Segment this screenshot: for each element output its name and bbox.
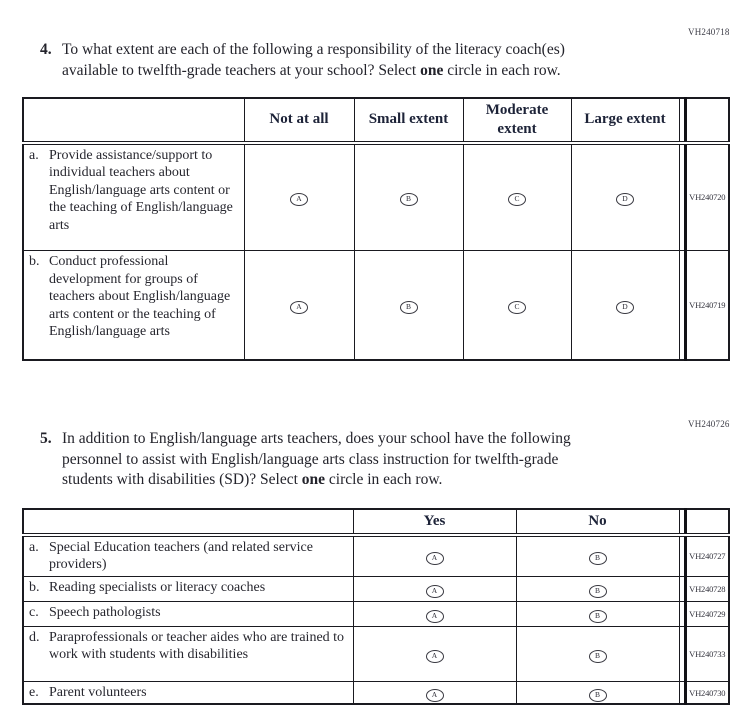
row-label-cell: [23, 601, 353, 626]
row-label-wrap: [29, 579, 349, 597]
row-label-text: Conduct professional development for groups of teachers about English/language arts content or the teaching of English/language arts: [49, 254, 231, 339]
option-circle-a[interactable]: A: [290, 193, 308, 206]
header-cell: Not at all: [244, 98, 354, 143]
option-circle-b[interactable]: B: [589, 650, 607, 663]
question5-line2: personnel to assist with English/language arts class instruction for twelfth-grade: [62, 450, 559, 468]
option-circle-c[interactable]: C: [508, 193, 526, 206]
option-circle-d[interactable]: D: [616, 301, 634, 314]
option-cell-d[interactable]: [571, 143, 679, 251]
option-cell-a[interactable]: [244, 143, 354, 251]
question5-response-table: [22, 508, 730, 705]
row-vh-code: VH240728: [685, 576, 729, 601]
header-vh-cell: [685, 98, 729, 143]
table-row: [23, 143, 729, 251]
row-letter: d.: [29, 629, 40, 645]
row-label-cell: [23, 681, 353, 704]
row-label-wrap: [29, 253, 240, 341]
option-cell-b[interactable]: [354, 143, 463, 251]
option-cell-a[interactable]: [244, 251, 354, 360]
row-label-wrap: [29, 539, 349, 574]
header-row: [23, 98, 729, 143]
option-circle-b[interactable]: B: [589, 585, 607, 598]
question4-number: 4.: [40, 41, 52, 58]
option-cell-b[interactable]: [516, 601, 679, 626]
header-cell: No: [516, 509, 679, 535]
row-vh-code: VH240719: [685, 251, 729, 360]
option-circle-d[interactable]: D: [616, 193, 634, 206]
row-letter: c.: [29, 604, 39, 620]
option-cell-a[interactable]: [353, 601, 516, 626]
question5-line1: In addition to English/language arts teachers, does your school have the following: [62, 430, 571, 447]
option-circle-b[interactable]: B: [589, 689, 607, 702]
option-cell-a[interactable]: [353, 535, 516, 577]
header-vh-cell: [685, 509, 729, 535]
header-cell: Yes: [353, 509, 516, 535]
question5-text: [62, 429, 571, 491]
option-circle-a[interactable]: A: [426, 585, 444, 598]
row-vh-code: VH240727: [685, 535, 729, 577]
option-circle-a[interactable]: A: [426, 610, 444, 623]
option-circle-b[interactable]: B: [589, 610, 607, 623]
table-row: [23, 535, 729, 577]
option-cell-a[interactable]: [353, 576, 516, 601]
question5-vh-code: VH240726: [688, 419, 730, 429]
option-cell-b[interactable]: [516, 681, 679, 704]
row-label-text: Paraprofessionals or teacher aides who are trained to work with students with disabilities: [49, 629, 345, 663]
option-cell-b[interactable]: [516, 535, 679, 577]
row-label-text: Parent volunteers: [49, 684, 147, 700]
question4-vh-code: VH240718: [688, 27, 730, 37]
table-row: [23, 601, 729, 626]
row-label-text: Reading specialists or literacy coaches: [49, 579, 266, 595]
row-letter: b.: [29, 579, 40, 595]
row-label-wrap: [29, 629, 349, 664]
table-row: [23, 251, 729, 360]
row-vh-code: VH240729: [685, 601, 729, 626]
table-row: [23, 576, 729, 601]
row-vh-code: VH240733: [685, 626, 729, 681]
row-label-wrap: [29, 147, 240, 235]
question5-text-block: [40, 429, 700, 491]
row-label-cell: [23, 143, 244, 251]
question4-text-block: [40, 40, 700, 81]
option-cell-b[interactable]: [516, 576, 679, 601]
row-label-text: Special Education teachers (and related service providers): [49, 539, 313, 573]
option-circle-a[interactable]: A: [290, 301, 308, 314]
option-cell-a[interactable]: [353, 681, 516, 704]
row-label-wrap: [29, 604, 349, 622]
row-letter: e.: [29, 684, 39, 700]
option-cell-d[interactable]: [571, 251, 679, 360]
question4-response-table: [22, 97, 730, 361]
header-empty-cell: [23, 509, 353, 535]
header-cell: Moderate extent: [463, 98, 571, 143]
question4-line2-bold: one: [420, 61, 444, 79]
table-row: [23, 681, 729, 704]
row-letter: a.: [29, 539, 39, 555]
option-circle-a[interactable]: A: [426, 689, 444, 702]
row-label-cell: [23, 576, 353, 601]
question5-line3-pre: students with disabilities (SD)? Select: [62, 471, 302, 488]
question4-line2-post: circle in each row.: [443, 61, 561, 79]
header-cell: Small extent: [354, 98, 463, 143]
header-empty-cell: [23, 98, 244, 143]
option-cell-c[interactable]: [463, 143, 571, 251]
question4-line2-pre: available to twelfth-grade teachers at your school? Select: [62, 61, 421, 79]
row-label-cell: [23, 626, 353, 681]
row-label-text: Provide assistance/support to individual teachers about English/language arts content or the teaching of English/language arts: [49, 147, 233, 233]
option-cell-c[interactable]: [463, 251, 571, 360]
table-row: [23, 626, 729, 681]
option-circle-a[interactable]: A: [426, 552, 444, 565]
question5-number: 5.: [40, 430, 52, 447]
row-vh-code: VH240730: [685, 681, 729, 704]
option-circle-b[interactable]: B: [400, 193, 418, 206]
option-circle-a[interactable]: A: [426, 650, 444, 663]
row-letter: b.: [29, 254, 40, 269]
option-cell-b[interactable]: [354, 251, 463, 360]
question5-line3-bold: one: [301, 471, 326, 488]
option-cell-a[interactable]: [353, 626, 516, 681]
row-label-cell: [23, 535, 353, 577]
row-label-text: Speech pathologists: [49, 604, 161, 620]
row-label-cell: [23, 251, 244, 360]
option-circle-b[interactable]: B: [589, 552, 607, 565]
header-cell: Large extent: [571, 98, 679, 143]
header-row: [23, 509, 729, 535]
question4-text: [62, 40, 565, 81]
option-cell-b[interactable]: [516, 626, 679, 681]
question4-line1: To what extent are each of the following a responsibility of the literacy coach(es): [62, 41, 565, 58]
option-circle-b[interactable]: B: [400, 301, 418, 314]
row-letter: a.: [29, 147, 39, 163]
row-vh-code: VH240720: [685, 143, 729, 251]
question5-line3-post: circle in each row.: [325, 471, 443, 488]
option-circle-c[interactable]: C: [508, 301, 526, 314]
row-label-wrap: [29, 684, 349, 702]
